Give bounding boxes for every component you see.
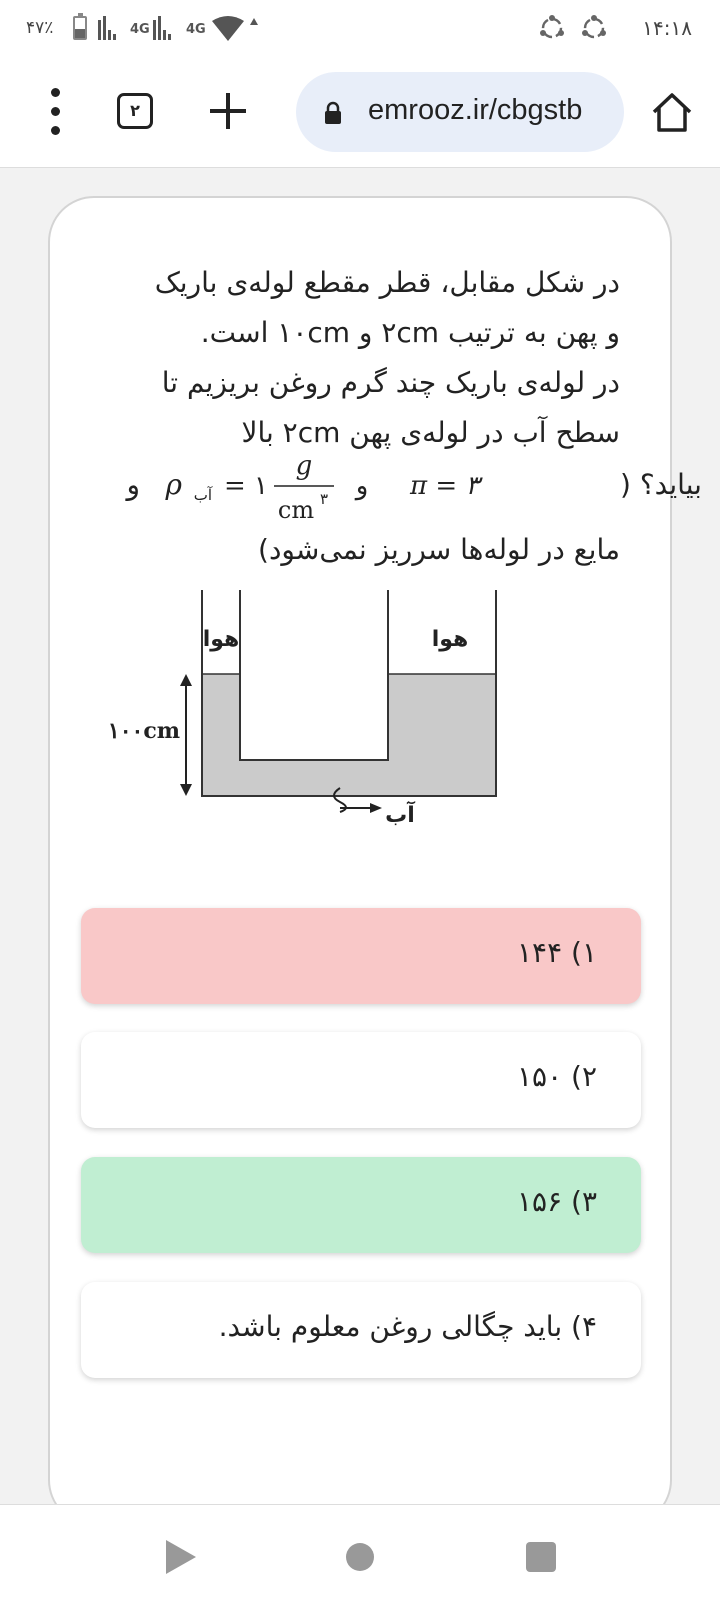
option-label: ۲) ۱۵۰	[517, 1060, 597, 1093]
wifi-icon	[210, 15, 262, 43]
water-fill	[202, 674, 496, 796]
lock-icon	[324, 102, 342, 124]
height-label: ۱۰۰cm	[107, 718, 180, 744]
pi-value: π = ۳	[410, 471, 480, 501]
system-nav-bar	[0, 1504, 720, 1600]
answer-option-2[interactable]	[81, 1032, 641, 1128]
equals-one: = ۱	[223, 471, 268, 501]
status-bar	[0, 0, 720, 58]
url-text[interactable]: emrooz.ir/cbgstb	[368, 94, 583, 126]
answer-option-3[interactable]	[81, 1157, 641, 1253]
rho-symbol: ρ	[165, 468, 182, 501]
tabs-button[interactable]: ۲	[117, 93, 153, 129]
option-label: ۱) ۱۴۴	[517, 936, 597, 969]
browser-toolbar	[0, 58, 720, 168]
notification-icon	[580, 14, 608, 42]
and-word: و	[355, 471, 369, 501]
air-label: هوا	[202, 627, 240, 652]
unit-numerator: g	[295, 451, 313, 481]
plus-icon[interactable]	[208, 91, 248, 131]
question-text	[110, 258, 620, 458]
unit-exponent: ۳	[319, 490, 329, 508]
answer-option-4[interactable]	[81, 1282, 641, 1378]
recents-icon[interactable]	[526, 1542, 556, 1572]
rho-subscript: آب	[193, 486, 212, 504]
status-time: ۱۴:۱۸	[642, 16, 692, 40]
u-tube-inner	[240, 590, 388, 760]
question-line: در لوله‌ی باریک چند گرم روغن بریزیم تا	[161, 366, 620, 399]
battery-icon	[73, 16, 87, 40]
signal-icon	[98, 14, 116, 40]
question-line: سطح آب در لوله‌ی پهن ۲cm بالا	[241, 416, 620, 449]
notification-icon	[538, 14, 566, 42]
option-label: ۳) ۱۵۶	[517, 1185, 597, 1218]
network-label: 4G	[130, 22, 150, 37]
menu-icon[interactable]	[38, 86, 74, 138]
option-label: ۴) باید چگالی روغن معلوم باشد.	[218, 1310, 597, 1343]
question-text	[110, 525, 620, 575]
answer-option-1[interactable]	[81, 908, 641, 1004]
unit-denominator: cm	[277, 496, 315, 524]
and-word: و	[126, 468, 140, 501]
u-tube-diagram	[100, 590, 520, 860]
question-line: در شکل مقابل، قطر مقطع لوله‌ی باریک	[154, 266, 620, 299]
url-bar[interactable]	[296, 72, 624, 152]
question-line: و پهن به ترتیب ۲cm و ۱۰cm است.	[200, 316, 620, 349]
network-label: 4G	[186, 22, 206, 37]
question-line: بیاید؟ (	[620, 468, 702, 501]
signal-icon	[153, 14, 171, 40]
back-icon[interactable]	[166, 1540, 196, 1574]
battery-percent: ۴۷٪	[26, 18, 54, 38]
water-label: آب	[385, 803, 415, 828]
home-circle-icon[interactable]	[346, 1543, 374, 1571]
air-label: هوا	[431, 627, 469, 652]
question-line: مایع در لوله‌ها سرریز نمی‌شود)	[258, 533, 620, 566]
home-icon[interactable]	[650, 90, 694, 134]
